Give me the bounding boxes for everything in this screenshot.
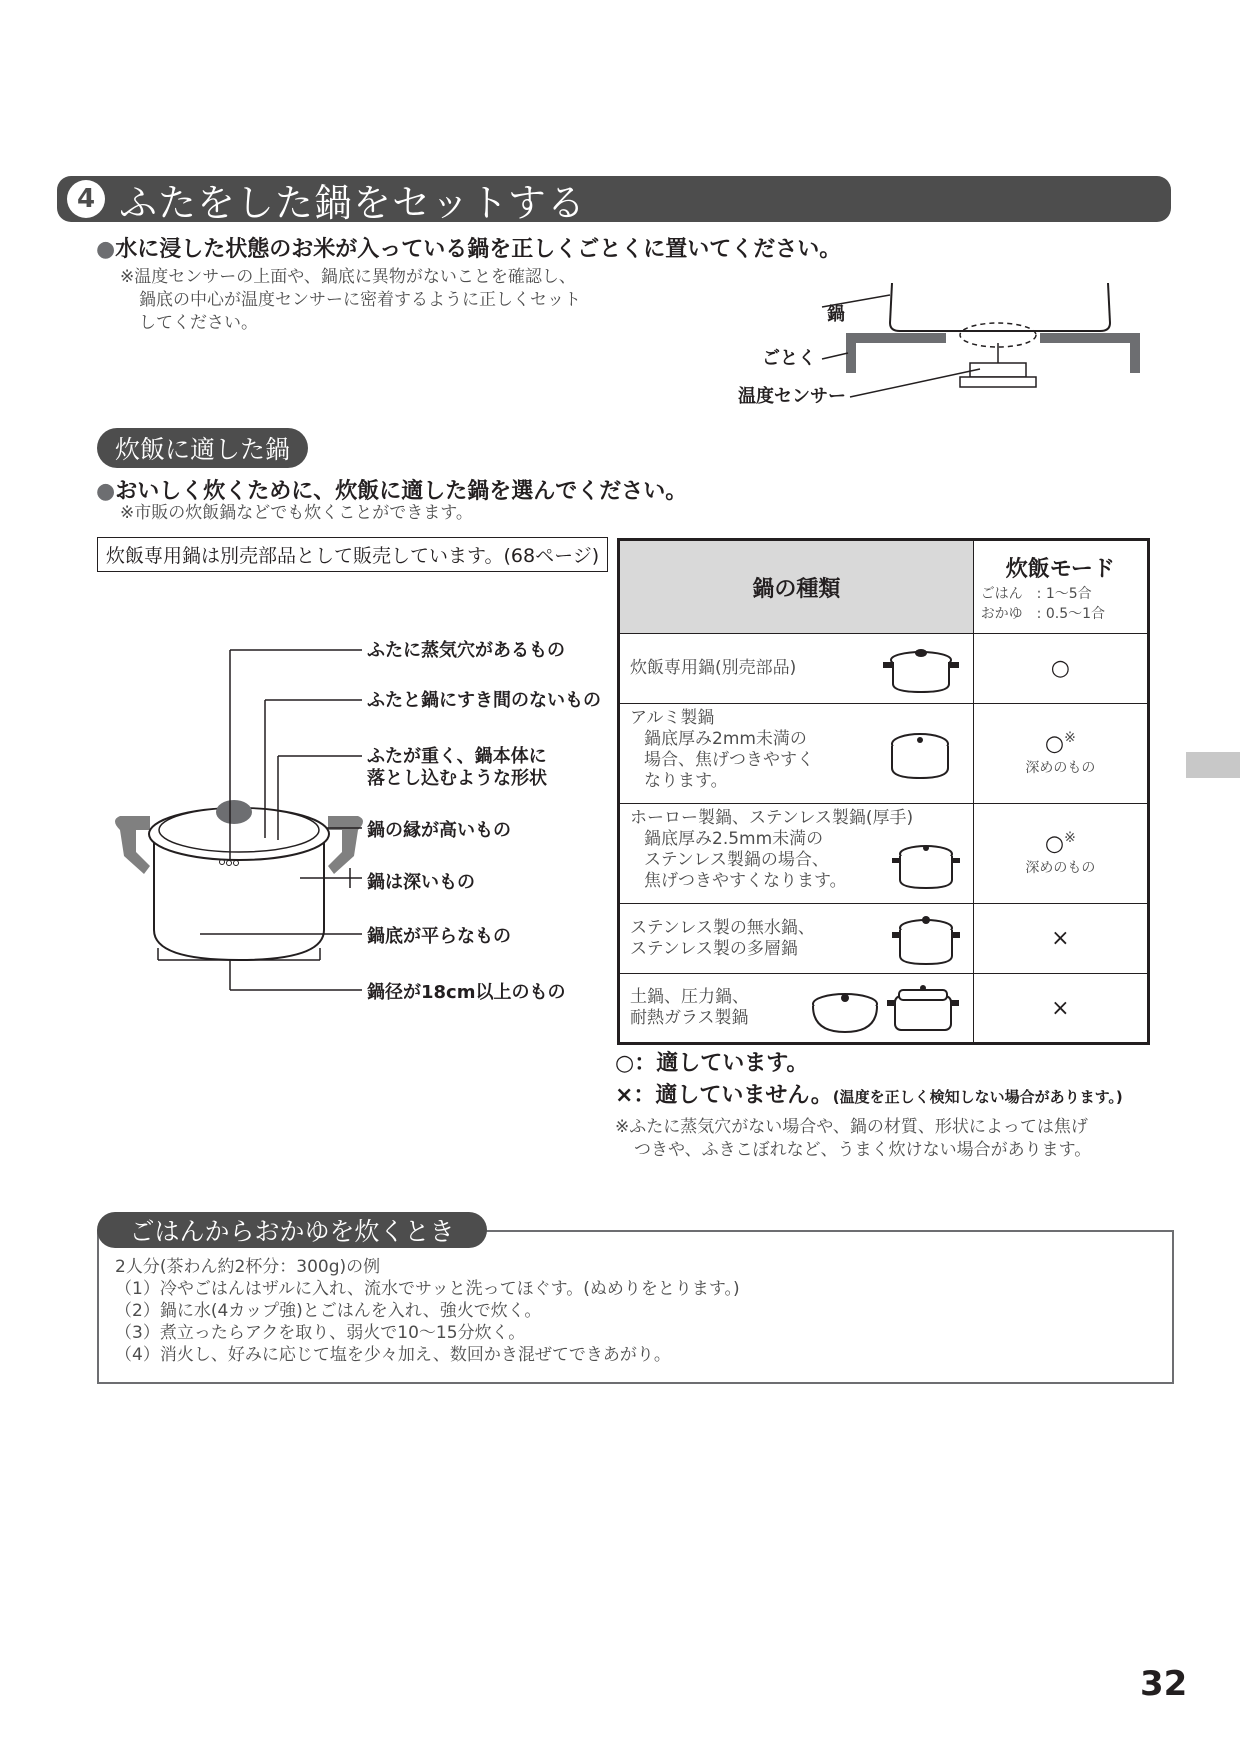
suitable-pots-note: ※市販の炊飯鍋などでも炊くことができます。	[120, 503, 473, 523]
suitable-pots-heading: 炊飯に適した鍋	[97, 428, 308, 468]
set-pot-note-line: してください。	[139, 313, 258, 333]
callout-flat-bottom: 鍋底が平らなもの	[367, 926, 511, 947]
pot-type-text: ステンレス製の無水鍋、	[630, 917, 815, 938]
set-pot-instruction-text: 水に浸した状態のお米が入っている鍋を正しくごとくに置いてください。	[115, 237, 842, 262]
mode-cell	[973, 804, 1148, 904]
aluminum-pot-icon	[885, 728, 955, 784]
pot-type-text: ホーロー製鍋、ステンレス製鍋(厚手)	[630, 808, 914, 828]
pot-type-cell	[619, 974, 974, 1044]
pot-type-text: 鍋底厚み2.5mm未満の	[644, 829, 824, 849]
mode-cell: ○	[973, 634, 1148, 704]
footnote-line: ※ふたに蒸気穴がない場合や、鍋の材質、形状によっては焦げ	[615, 1117, 1088, 1137]
col-pot-type: 鍋の種類	[619, 540, 974, 634]
set-pot-note-line: 鍋底の中心が温度センサーに密着するように正しくセット	[139, 290, 581, 310]
stainless-pot-icon	[891, 910, 961, 968]
enamel-pot-icon	[891, 838, 961, 894]
set-pot-note-line: ※温度センサーの上面や、鍋底に異物がないことを確認し、	[120, 267, 576, 287]
callout-steam-hole: ふたに蒸気穴があるもの	[367, 640, 565, 661]
porridge-tip-line: 2人分(茶わん約2杯分：300g)の例	[115, 1257, 381, 1277]
page-number: 32	[1140, 1664, 1188, 1704]
porridge-tip-line: （1）冷やごはんはザルに入れ、流水でサッと洗ってほぐす。(ぬめりをとります。)	[115, 1279, 740, 1299]
pot-type-text: 土鍋、圧力鍋、	[630, 987, 749, 1007]
col-cooking-mode-label: 炊飯モード	[1005, 556, 1115, 582]
pot-type-text: 場合、焦げつきやすく	[644, 750, 814, 770]
callout-diameter: 鍋径が18cm以上のもの	[367, 982, 566, 1003]
mode-range-rice: ごはん : 1～5合	[980, 585, 1092, 602]
mode-mark: ○	[1044, 831, 1065, 857]
pot-type-cell	[619, 804, 974, 904]
callout-deep-pot: 鍋は深いもの	[367, 872, 475, 893]
porridge-tip-lines	[115, 1256, 740, 1366]
mode-range-porridge: おかゆ : 0.5～1合	[980, 605, 1106, 622]
trivet-label: ごとく	[762, 348, 816, 369]
sold-separately-note: 炊飯専用鍋は別売部品として販売しています。(68ページ)	[97, 537, 608, 572]
suitable-pots-instruction-text: おいしく炊くために、炊飯に適した鍋を選んでください。	[115, 479, 688, 504]
callout-high-rim: 鍋の縁が高いもの	[367, 820, 511, 841]
porridge-tip-line: （3）煮立ったらアクを取り、弱火で10～15分炊く。	[115, 1323, 526, 1343]
mode-sub-note: 深めのもの	[1025, 759, 1096, 776]
legend-footnote	[615, 1116, 1091, 1162]
callout-heavy-lid-line: 落とし込むような形状	[367, 768, 547, 789]
glass-pot-icon	[885, 982, 961, 1038]
porridge-tip-line: （2）鍋に水(4カップ強)とごはんを入れ、強火で炊く。	[115, 1301, 542, 1321]
pot-label: 鍋	[827, 304, 845, 325]
pot-type-text: 焦げつきやすくなります。	[644, 871, 847, 891]
pot-type-text: ステンレス製の多層鍋	[630, 938, 798, 959]
mode-cell	[973, 704, 1148, 804]
pot-type-text: ステンレス製鍋の場合、	[644, 850, 829, 870]
legend-ok: ○：適しています。	[615, 1051, 809, 1076]
table-row	[619, 904, 1149, 974]
pot-type-cell	[619, 704, 974, 804]
legend-ng	[615, 1078, 1123, 1109]
table-row	[619, 704, 1149, 804]
porridge-tip-title: ごはんからおかゆを炊くとき	[97, 1212, 487, 1248]
set-pot-note	[120, 266, 581, 335]
suitable-pots-instruction	[96, 474, 687, 505]
table-row	[619, 974, 1149, 1044]
rice-pot-icon	[881, 644, 961, 696]
pot-type-cell	[619, 634, 974, 704]
bullet-dot-icon: ●	[96, 237, 116, 262]
legend-ng-note: (温度を正しく検知しない場合があります。)	[832, 1088, 1123, 1106]
table-row	[619, 634, 1149, 704]
pot-type-text: 耐熱ガラス製鍋	[630, 1008, 749, 1028]
pot-type-cell	[619, 904, 974, 974]
pot-type-text: 鍋底厚み2mm未満の	[644, 729, 807, 749]
mode-mark: ○	[1044, 731, 1065, 757]
callout-no-gap: ふたと鍋にすき間のないもの	[367, 690, 601, 711]
step-number-badge: 4	[67, 180, 105, 218]
table-header-row	[619, 540, 1149, 634]
mode-cell: ×	[973, 904, 1148, 974]
section-title: ふたをした鍋をセットする	[119, 180, 586, 225]
mode-asterisk: ※	[1064, 830, 1076, 847]
mode-cell: ×	[973, 974, 1148, 1044]
recommended-pot-illustration	[110, 630, 370, 1010]
pot-types-table	[617, 538, 1150, 1045]
pot-type-text: なります。	[644, 771, 728, 791]
callout-heavy-lid	[367, 746, 547, 790]
footnote-line: つきや、ふきこぼれなど、うまく炊けない場合があります。	[634, 1140, 1092, 1160]
clay-pot-icon	[807, 986, 883, 1036]
mode-asterisk: ※	[1064, 730, 1076, 747]
section-index-tab	[1186, 752, 1240, 778]
mode-sub-note: 深めのもの	[1025, 859, 1096, 876]
pot-type-text: アルミ製鍋	[630, 708, 715, 728]
set-pot-instruction	[96, 232, 841, 263]
callout-heavy-lid-line: ふたが重く、鍋本体に	[367, 746, 547, 767]
pot-type-text: 炊飯専用鍋(別売部品)	[630, 658, 797, 678]
table-row	[619, 804, 1149, 904]
sensor-label: 温度センサー	[738, 386, 846, 407]
porridge-tip-box	[97, 1230, 1174, 1384]
porridge-tip-line: （4）消火し、好みに応じて塩を少々加え、数回かき混ぜてできあがり。	[115, 1345, 671, 1365]
legend-ng-text: ×：適していません。	[615, 1083, 833, 1108]
section-title-bar	[57, 176, 1171, 225]
bullet-dot-icon: ●	[96, 479, 116, 504]
col-cooking-mode	[973, 540, 1148, 634]
